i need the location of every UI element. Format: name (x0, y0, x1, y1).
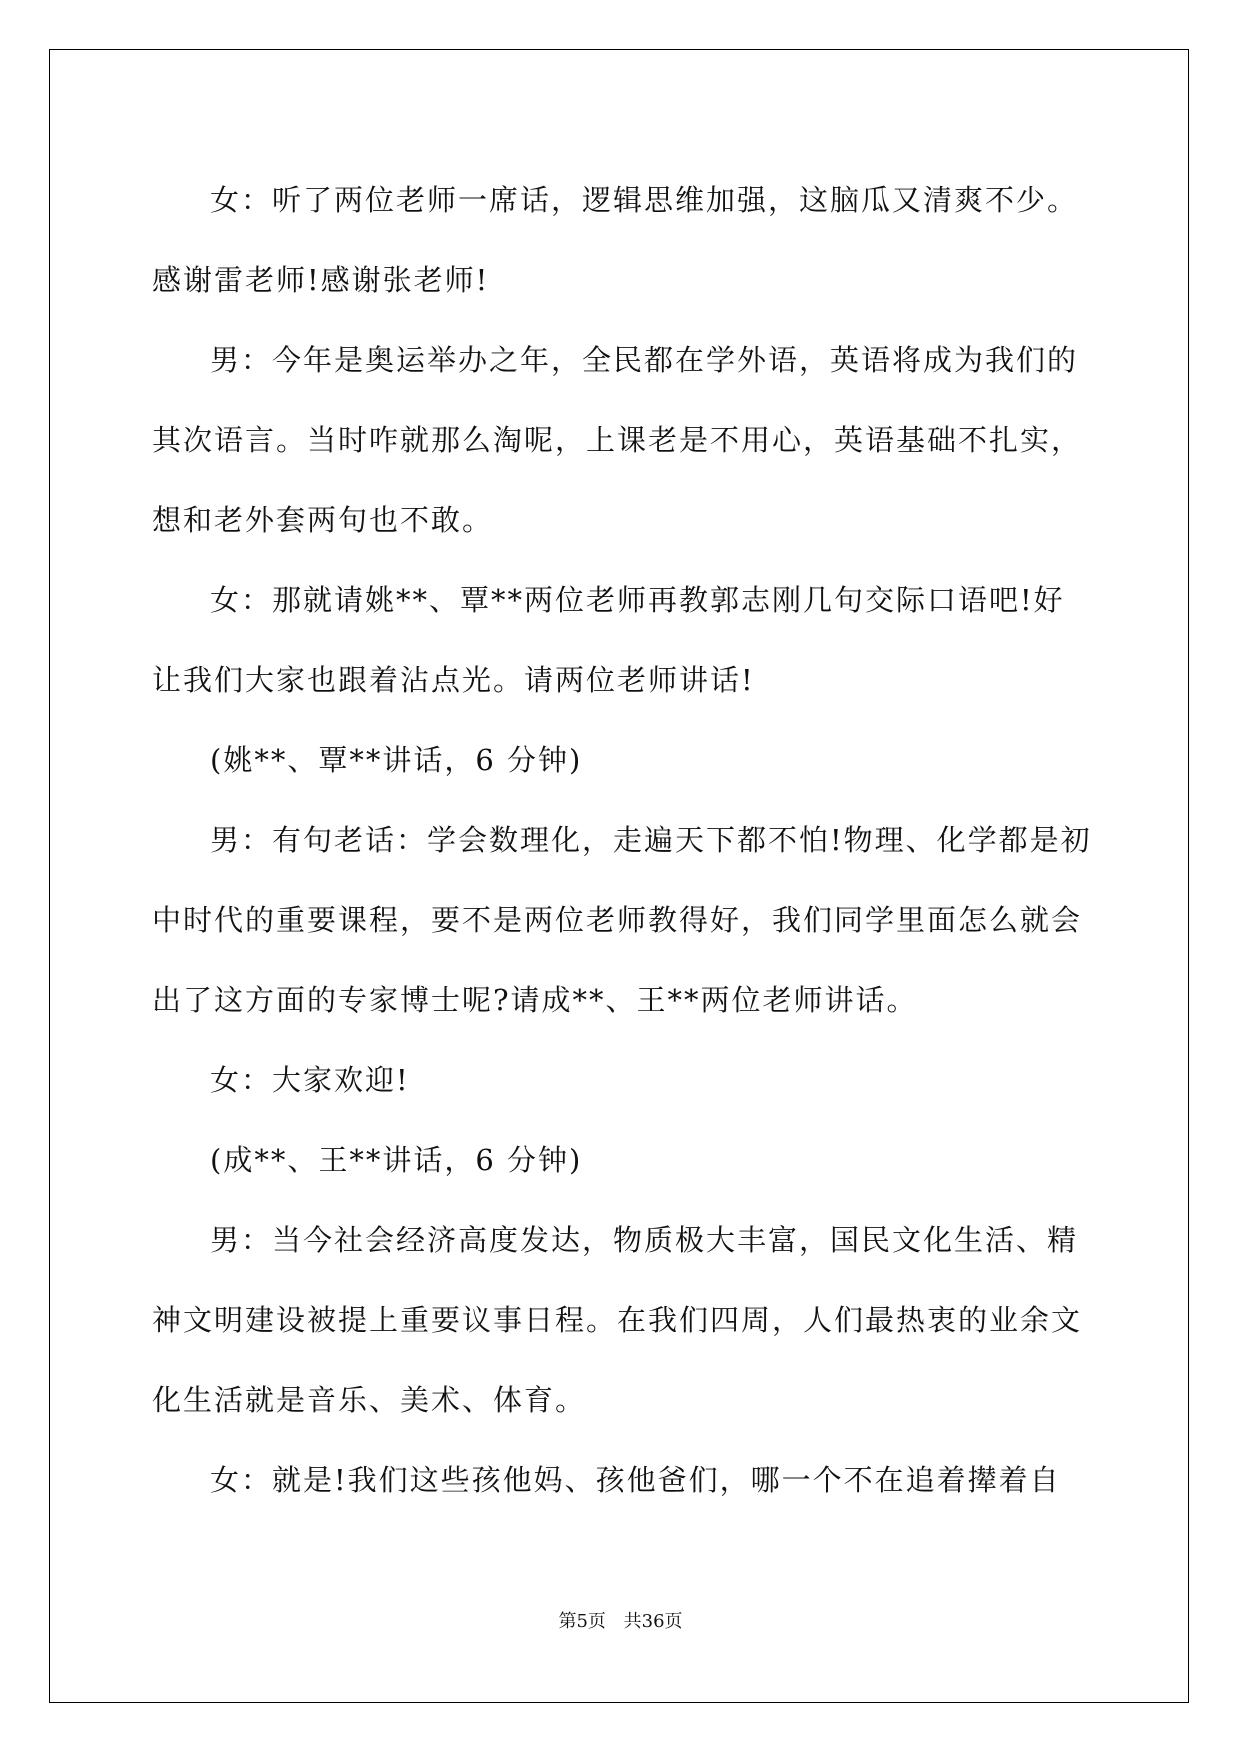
document-body (152, 160, 1092, 1520)
paragraph: 男：当今社会经济高度发达，物质极大丰富，国民文化生活、精神文明建设被提上重要议事日程。在我们四周，人们最热衷的业余文化生活就是音乐、美术、体育。 (152, 1223, 1083, 1417)
paragraph: 男：今年是奥运举办之年，全民都在学外语，英语将成为我们的其次语言。当时咋就那么淘呢，上课老是不用心，英语基础不扎实，想和老外套两句也不敢。 (152, 343, 1083, 537)
paragraph: 女：听了两位老师一席话，逻辑思维加强，这脑瓜又清爽不少。感谢雷老师!感谢张老师! (152, 183, 1079, 297)
page-footer (0, 1607, 1241, 1633)
paragraph: (姚**、覃**讲话，6 分钟) (210, 743, 583, 777)
paragraph: (成**、王**讲话，6 分钟) (210, 1143, 583, 1177)
page-total: 共36页 (623, 1611, 683, 1632)
paragraph: 女：就是!我们这些孩他妈、孩他爸们，哪一个不在追着撵着自 (210, 1463, 1061, 1497)
paragraph: 女：那就请姚**、覃**两位老师再教郭志刚几句交际口语吧!好让我们大家也跟着沾点光。请两位老师讲话! (152, 583, 1065, 697)
page-number: 第5页 (558, 1611, 606, 1632)
paragraph: 男：有句老话：学会数理化，走遍天下都不怕!物理、化学都是初中时代的重要课程，要不是两位老师教得好，我们同学里面怎么就会出了这方面的专家博士呢?请成**、王**两位老师讲话。 (152, 823, 1092, 1017)
paragraph: 女：大家欢迎! (210, 1063, 410, 1097)
